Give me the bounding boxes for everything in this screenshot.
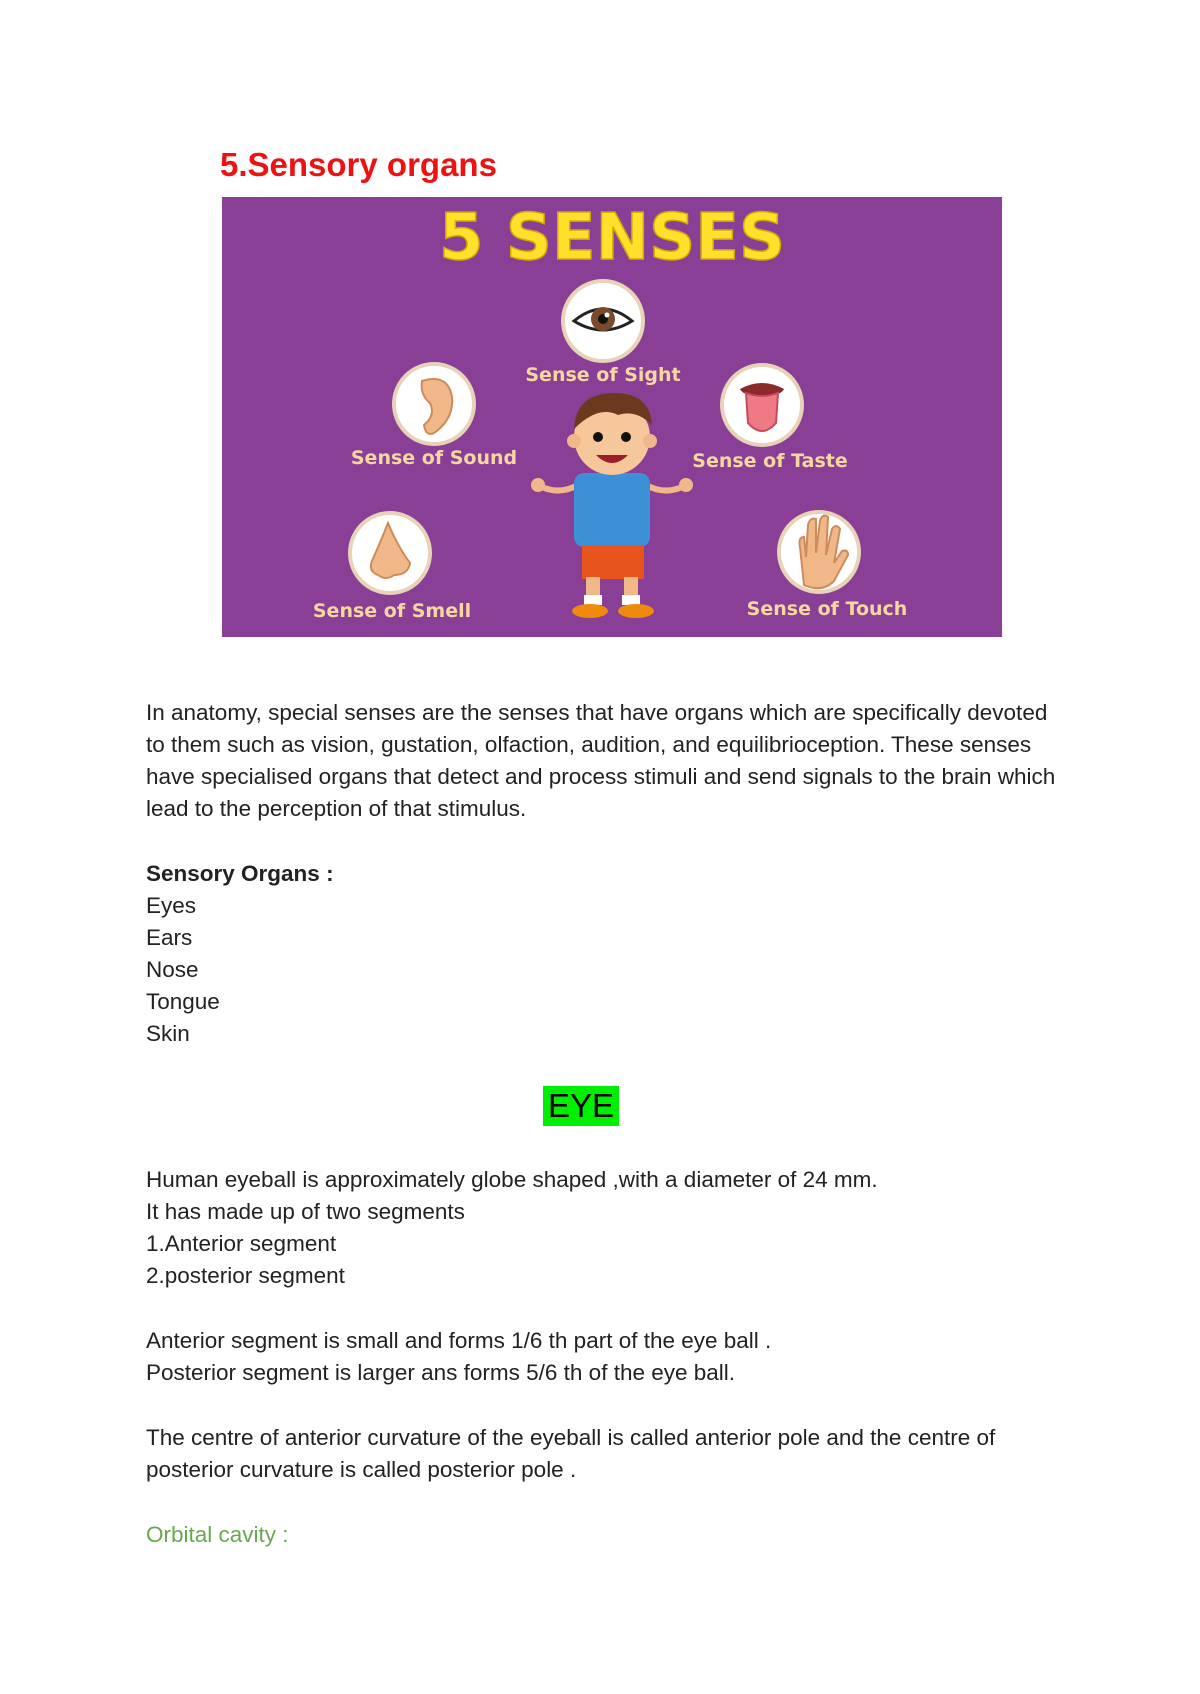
tongue-icon: [722, 365, 802, 445]
five-senses-banner: [222, 197, 1002, 637]
segment-description: [146, 1325, 1066, 1389]
poles-paragraph: The centre of anterior curvature of the eyeball is called anterior pole and the centre of posterior curvature is called posterior pole .: [146, 1425, 996, 1482]
section-heading: 5.Sensory organs: [220, 146, 497, 183]
intro-paragraph: In anatomy, special senses are the senses that have organs which are specifically devoted to them such as vision, gustation, olfaction, audition, and equilibrioception. These senses have specialised organs that detect and process stimuli and send signals to the brain which lead to the perception of that stimulus.: [146, 700, 1056, 821]
sense-label-taste: Sense of Taste: [692, 450, 848, 472]
eye-description: [146, 1164, 1066, 1292]
sensory-organs-list: [146, 890, 220, 1050]
hand-icon: [779, 512, 859, 592]
sense-label-sight: Sense of Sight: [525, 364, 681, 386]
eye-line: It has made up of two segments: [146, 1199, 465, 1224]
sensory-organs-title: Sensory Organs :: [146, 861, 334, 886]
eye-line: 1.Anterior segment: [146, 1231, 337, 1256]
nose-icon: [350, 513, 430, 593]
eye-line: Human eyeball is approximately globe shaped ,with a diameter of 24 mm.: [146, 1167, 878, 1192]
list-item: Ears: [146, 925, 193, 950]
sense-label-touch: Sense of Touch: [746, 598, 908, 620]
eye-icon: [563, 281, 643, 361]
segment-line: Posterior segment is larger ans forms 5/6 th of the eye ball.: [146, 1360, 736, 1385]
list-item: Nose: [146, 957, 199, 982]
list-item: Skin: [146, 1021, 190, 1046]
ear-icon: [394, 364, 474, 444]
sense-label-smell: Sense of Smell: [312, 600, 472, 622]
banner-title: 5 SENSES: [438, 201, 786, 275]
sense-label-sound: Sense of Sound: [350, 447, 518, 469]
orbital-cavity-heading: Orbital cavity :: [146, 1522, 289, 1547]
eye-heading: EYE: [543, 1086, 619, 1126]
list-item: Tongue: [146, 989, 220, 1014]
list-item: Eyes: [146, 893, 197, 918]
eye-line: 2.posterior segment: [146, 1263, 345, 1288]
segment-line: Anterior segment is small and forms 1/6 th part of the eye ball .: [146, 1328, 772, 1353]
